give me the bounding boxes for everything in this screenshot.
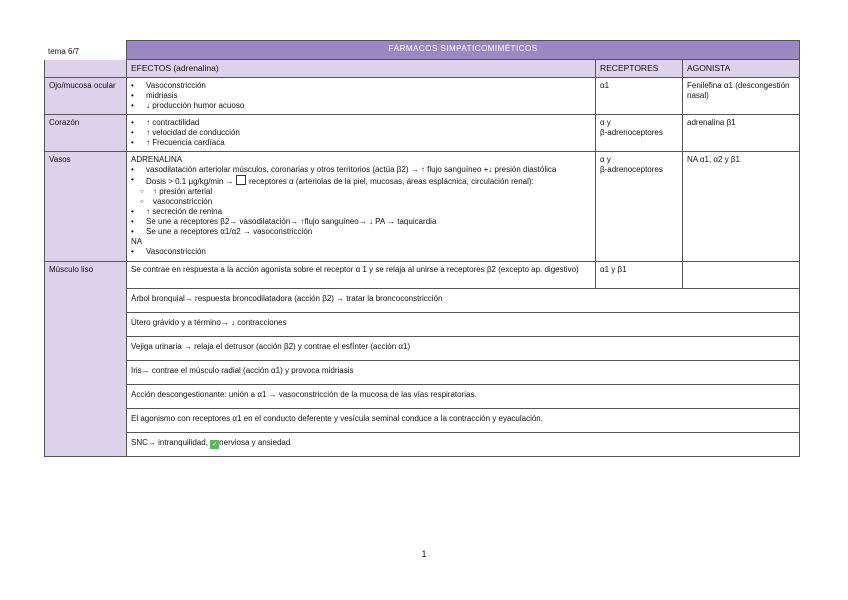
receptores-line: β-adrenoceptores xyxy=(600,128,663,137)
adrenalina-heading: ADRENALINA xyxy=(131,155,183,164)
header-receptores: RECEPTORES xyxy=(596,60,683,78)
organ-row: Útero grávido y a término→ ↓ contracciones xyxy=(127,313,800,337)
organ-row: Vejiga urinaria → relaja el detrusor (acción β2) y contrae el esfínter (acción α1) xyxy=(127,337,800,361)
row-musculo xyxy=(45,262,800,289)
dose-text: Dosis > 0.1 μg/kg/min → xyxy=(146,177,234,186)
row-label-ojo: Ojo/mucosa ocular xyxy=(45,78,127,115)
dose-text-2: receptores α (arteriolas de la piel, mucosas, áreas esplácnica, circulación renal): xyxy=(249,177,534,186)
efectos-ojo xyxy=(127,78,596,115)
list-item: • Se une a receptores α1/α2 → vasoconstricción xyxy=(146,227,591,237)
page-number: 1 xyxy=(421,549,427,559)
row-corazon xyxy=(45,115,800,152)
efectos-vasos xyxy=(127,152,596,262)
receptores-musculo: α1 y β1 xyxy=(596,262,683,289)
agonista-corazon: adrenalina β1 xyxy=(683,115,800,152)
organ-row: Acción descongestionante: unión a α1 → vasoconstricción de la mucosa de las vías respiratorias. xyxy=(127,385,800,409)
agonista-musculo xyxy=(683,262,800,289)
checkmark-icon: ✓ xyxy=(211,441,218,448)
efectos-corazon xyxy=(127,115,596,152)
list-item: • vasodilatación arteriolar músculos, coronarias y otros territorios (actúa β2) → ↑ flujo sanguíneo +↓ presión diastólica xyxy=(146,165,591,175)
pharmacology-table xyxy=(44,40,800,457)
header-efectos: EFECTOS (adrenalina) xyxy=(127,60,596,78)
list-item: • ↑ velocidad de conducción xyxy=(146,128,591,138)
agonista-vasos: NA α1, α2 y β1 xyxy=(683,152,800,262)
na-heading: NA xyxy=(131,237,143,246)
receptores-line: α y xyxy=(600,155,611,164)
efectos-musculo: Se contrae en respuesta a la acción agonista sobre el receptor α 1 y se relaja al unirse a receptores β2 (excepto ap. digestivo) xyxy=(127,262,596,289)
receptores-corazon xyxy=(596,115,683,152)
row-label-vasos: Vasos xyxy=(45,152,127,262)
row-vasos xyxy=(45,152,800,262)
organ-row: Árbol bronquial→ respuesta broncodilatadora (acción β2) → tratar la broncoconstricción xyxy=(127,289,800,313)
table-title: FÁRMACOS SIMPATICOMIMÉTICOS xyxy=(127,41,800,60)
header-agonista: AGONISTA xyxy=(683,60,800,78)
list-item: • ↑ secreción de renina xyxy=(146,207,591,217)
organ-row-snc xyxy=(127,433,800,457)
row-label-corazon: Corazón xyxy=(45,115,127,152)
list-item: • Se une a receptores β2→ vasodilatación→ ↑flujo sanguíneo→ ↓ PA → taquicardia xyxy=(146,217,591,227)
row-label-musculo: Músculo liso xyxy=(45,262,127,457)
snc-text: SNC→ intranquilidad, xyxy=(131,438,208,447)
agonista-ojo: Fenilefina α1 (descongestión nasal) xyxy=(683,78,800,115)
empty-corner xyxy=(45,41,127,60)
list-item: • ↑ contractilidad xyxy=(146,118,591,128)
receptores-ojo: α1 xyxy=(596,78,683,115)
topic-label: tema 6/7 xyxy=(48,47,80,56)
list-item: • ↑ Frecuencia cardíaca xyxy=(146,138,591,148)
organ-row: Iris→ contrae el músculo radial (acción α1) y provoca midriasis xyxy=(127,361,800,385)
receptores-vasos xyxy=(596,152,683,262)
snc-text-2: nerviosa y ansiedad xyxy=(219,438,291,447)
receptores-line: α y xyxy=(600,118,611,127)
list-item: • ↓ producción humor acuoso xyxy=(146,101,591,111)
sub-item: ○ vasoconstricción xyxy=(153,197,591,207)
list-item xyxy=(146,175,591,187)
list-item: • Vasoconstricción xyxy=(146,247,591,257)
row-ojo xyxy=(45,78,800,115)
receptores-line: β-adrenoceptores xyxy=(600,165,663,174)
checkbox-icon xyxy=(236,175,246,185)
organ-row: El agonismo con receptores α1 en el conducto deferente y vesícula seminal conduce a la contracción y eyaculación. xyxy=(127,409,800,433)
list-item: • Vasoconstricción xyxy=(146,81,591,91)
header-spacer xyxy=(45,60,127,78)
sub-item: ○ ↑ presión arterial xyxy=(153,187,591,197)
list-item: • midriasis xyxy=(146,91,591,101)
